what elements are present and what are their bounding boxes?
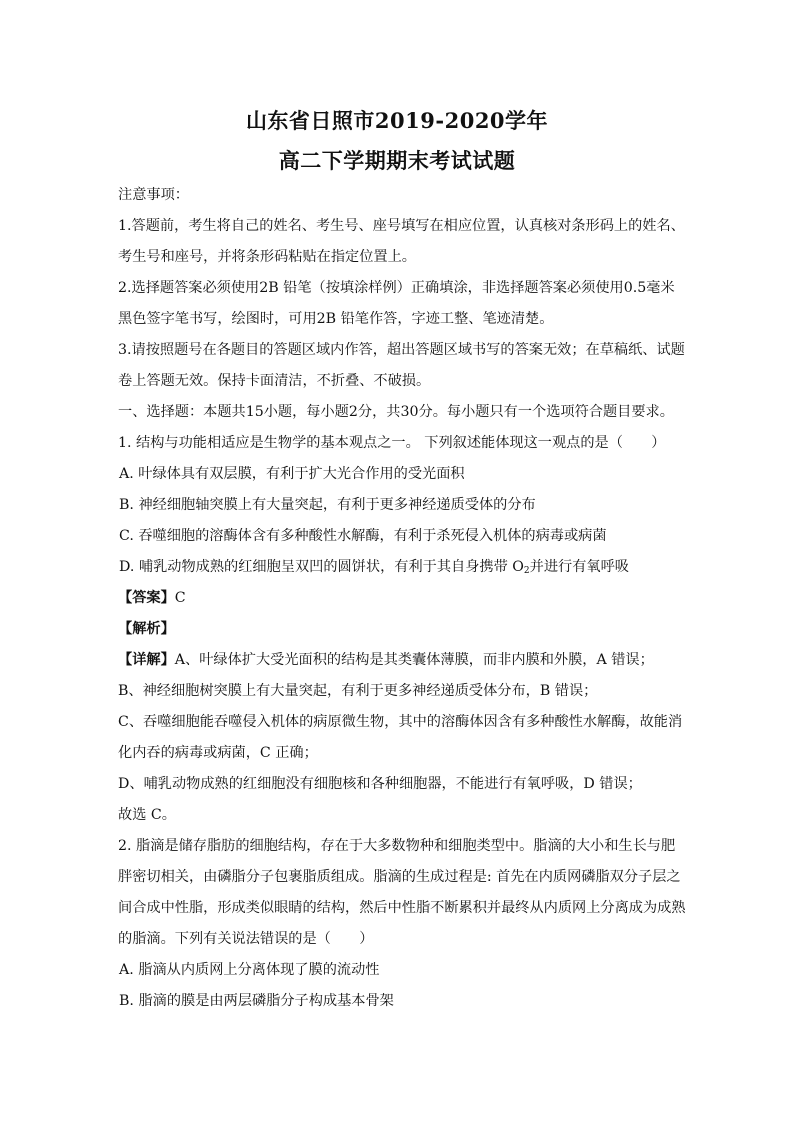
notice-item-1-line-2: 考生号和座号，并将条形码粘贴在指定位置上。	[118, 249, 416, 265]
analysis-label: 【解析】	[118, 621, 175, 637]
detail-d: D、哺乳动物成熟的红细胞没有细胞核和各种细胞器，不能进行有氧呼吸，D 错误；	[118, 776, 642, 792]
document-title-line1: 山东省日照市2019-2020学年	[245, 108, 549, 133]
detail-a	[118, 645, 686, 676]
notice-item-2-line-1: 2.选择题答案必须使用2B 铅笔（按填涂样例）正确填涂，非选择题答案必须使用0.5毫米	[118, 280, 675, 296]
detail-a-text: A、叶绿体扩大受光面积的结构是其类囊体薄膜，而非内膜和外膜，A 错误；	[174, 652, 654, 668]
document-title-line2: 高二下学期期末考试试题	[278, 148, 516, 173]
section-heading: 一、选择题：本题共15小题，每小题2分，共30分。每小题只有一个选项符合题目要求。	[118, 404, 674, 420]
question-1-conclusion: 故选 C。	[118, 807, 176, 823]
document-body	[118, 180, 686, 1017]
question-2-stem-line-2: 胖密切相关，由磷脂分子包裹脂质组成。脂滴的生成过程是: 首先在内质网磷脂双分子层之	[118, 869, 681, 885]
question-2-option-a: A. 脂滴从内质网上分离体现了膜的流动性	[119, 962, 380, 978]
notice-item-1-line-1: 1.答题前，考生将自己的姓名、考生号、座号填写在相应位置，认真核对条形码上的姓名、	[118, 218, 685, 234]
notice-item-2-line-2: 黑色签字笔书写，绘图时，可用2B 铅笔作答，字迹工整、笔迹清楚。	[118, 311, 554, 327]
answer-value: C	[174, 590, 186, 606]
question-2-stem-line-3: 间合成中性脂，形成类似眼睛的结构，然后中性脂不断累积并最终从内质网上分离成为成熟	[118, 900, 686, 916]
question-1-option-d	[118, 552, 686, 583]
question-1-option-b: B. 神经细胞轴突膜上有大量突起，有利于更多神经递质受体的分布	[119, 497, 536, 513]
detail-c-line-2: 化内吞的病毒或病菌，C 正确；	[118, 745, 318, 761]
option-d-text-start: D. 哺乳动物成熟的红细胞呈双凹的圆饼状，有利于其自身携带 O	[119, 559, 524, 575]
notice-item-3-line-1: 3.请按照题号在各题目的答题区域内作答，超出答题区域书写的答案无效；在草稿纸、试题	[118, 342, 685, 358]
detail-b: B、神经细胞树突膜上有大量突起，有利于更多神经递质受体分布，B 错误；	[118, 683, 598, 699]
question-1-option-c: C. 吞噬细胞的溶酶体含有多种酸性水解酶，有利于杀死侵入机体的病毒或病菌	[119, 528, 607, 544]
question-1-answer	[118, 583, 686, 614]
notice-item-3-line-2: 卷上答题无效。保持卡面清洁，不折叠、不破损。	[118, 373, 431, 389]
option-d-text-end: 并进行有氧呼吸	[529, 559, 629, 575]
answer-label: 【答案】	[118, 590, 175, 606]
question-1-stem: 1. 结构与功能相适应是生物学的基本观点之一。 下列叙述能体现这一观点的是（ ）	[118, 435, 666, 451]
notice-heading: 注意事项：	[118, 187, 189, 203]
option-d-subscript: 2	[523, 566, 530, 576]
question-2-stem-line-1: 2. 脂滴是储存脂肪的细胞结构，存在于大多数物种和细胞类型中。脂滴的大小和生长与肥	[118, 838, 676, 854]
question-1-option-a: A. 叶绿体具有双层膜，有利于扩大光合作用的受光面积	[119, 466, 465, 482]
detail-c-line-1: C、吞噬细胞能吞噬侵入机体的病原微生物，其中的溶酶体因含有多种酸性水解酶，故能消	[118, 714, 683, 730]
question-2-stem-line-4: 的脂滴。下列有关说法错误的是（ ）	[118, 931, 374, 947]
question-2-option-b: B. 脂滴的膜是由两层磷脂分子构成基本骨架	[119, 993, 394, 1009]
detail-label: 【详解】	[118, 652, 175, 668]
